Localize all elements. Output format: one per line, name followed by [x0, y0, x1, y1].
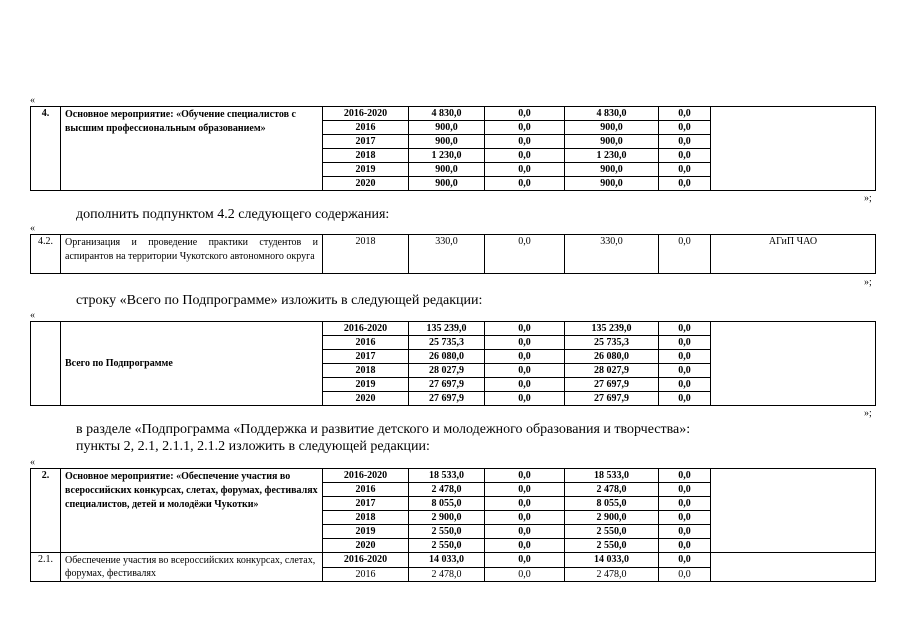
- open-quote-1: «: [30, 95, 35, 106]
- table-row: 2016 900,0 0,0 900,0 0,0: [31, 121, 876, 135]
- table-row: 2016 2 478,0 0,0 2 478,0 0,0: [31, 567, 876, 582]
- table-item-2: [30, 468, 876, 582]
- open-quote-4: «: [30, 457, 35, 468]
- sub-item-number: 2.1.: [31, 553, 61, 582]
- paragraph-subprogram-section: в разделе «Подпрограмма «Поддержка и развитие детского и молодежного образования и творчества»:: [76, 422, 691, 437]
- executor-cell: АГиП ЧАО: [711, 235, 876, 274]
- item-name: Основное мероприятие: «Обеспечение участия во всероссийских конкурсах, слетах, форумах, фестивалях специалистов, детей и молодёжи Чукотки»: [61, 469, 323, 553]
- item-name: Основное мероприятие: «Обучение специалистов с высшим профессиональным образованием»: [61, 107, 323, 191]
- table-row: 2018 1 230,0 0,0 1 230,0 0,0: [31, 149, 876, 163]
- table-total: [30, 321, 876, 406]
- paragraph-add-subitem: дополнить подпунктом 4.2 следующего содержания:: [76, 207, 390, 222]
- executor-cell: [711, 469, 876, 553]
- sub-item-name: Обеспечение участия во всероссийских конкурсах, слетах, форумах, фестивалях: [61, 553, 323, 582]
- table-row: 2020 27 697,9 0,0 27 697,9 0,0: [31, 392, 876, 406]
- item-number: 2.: [31, 469, 61, 553]
- table-row: 2017 26 080,0 0,0 26 080,0 0,0: [31, 350, 876, 364]
- item-number: 4.2.: [31, 235, 61, 274]
- close-quote-1: »;: [864, 193, 872, 204]
- table-item-4-2: [30, 234, 876, 274]
- item-name: Организация и проведение практики студентов и аспирантов на территории Чукотского автономного округа: [61, 235, 323, 274]
- table-row: 2016 2 478,0 0,0 2 478,0 0,0: [31, 483, 876, 497]
- table-item-4: [30, 106, 876, 191]
- table-row: 2020 900,0 0,0 900,0 0,0: [31, 177, 876, 191]
- paragraph-items-list: пункты 2, 2.1, 2.1.1, 2.1.2 изложить в следующей редакции:: [76, 439, 430, 454]
- table-row: 2018 28 027,9 0,0 28 027,9 0,0: [31, 364, 876, 378]
- table-row: 4. Основное мероприятие: «Обучение специалистов с высшим профессиональным образованием» 2016-2020 4 830,0 0,0 4 830,0 0,0: [31, 107, 876, 121]
- close-quote-2: »;: [864, 277, 872, 288]
- table-row: 2019 27 697,9 0,0 27 697,9 0,0: [31, 378, 876, 392]
- table-row: 2017 900,0 0,0 900,0 0,0: [31, 135, 876, 149]
- close-quote-3: »;: [864, 408, 872, 419]
- table-row: Всего по Подпрограмме 2016-2020 135 239,0 0,0 135 239,0 0,0: [31, 322, 876, 336]
- table-row: 2. Основное мероприятие: «Обеспечение участия во всероссийских конкурсах, слетах, форумах, фестивалях специалистов, детей и молодёжи Чукотки» 2016-2020 18 533,0 0,0 18 533,0 0,0: [31, 469, 876, 483]
- item-number: [31, 322, 61, 406]
- table-row: 2017 8 055,0 0,0 8 055,0 0,0: [31, 497, 876, 511]
- item-number: 4.: [31, 107, 61, 191]
- paragraph-total-line: строку «Всего по Подпрограмме» изложить в следующей редакции:: [76, 293, 483, 308]
- table-row: 2.1. Обеспечение участия во всероссийских конкурсах, слетах, форумах, фестивалях 2016-2020 14 033,0 0,0 14 033,0 0,0: [31, 553, 876, 568]
- item-name: Всего по Подпрограмме: [61, 322, 323, 406]
- executor-cell: [711, 107, 876, 191]
- executor-cell: [711, 553, 876, 582]
- table-row: 2018 2 900,0 0,0 2 900,0 0,0: [31, 511, 876, 525]
- open-quote-2: «: [30, 223, 35, 234]
- open-quote-3: «: [30, 310, 35, 321]
- table-row: 4.2. Организация и проведение практики студентов и аспирантов на территории Чукотского автономного округа 2018 330,0 0,0 330,0 0,0 АГиП ЧАО: [31, 235, 876, 274]
- table-row: 2016 25 735,3 0,0 25 735,3 0,0: [31, 336, 876, 350]
- table-row: 2019 2 550,0 0,0 2 550,0 0,0: [31, 525, 876, 539]
- table-row: 2019 900,0 0,0 900,0 0,0: [31, 163, 876, 177]
- table-row: 2020 2 550,0 0,0 2 550,0 0,0: [31, 539, 876, 553]
- executor-cell: [711, 322, 876, 406]
